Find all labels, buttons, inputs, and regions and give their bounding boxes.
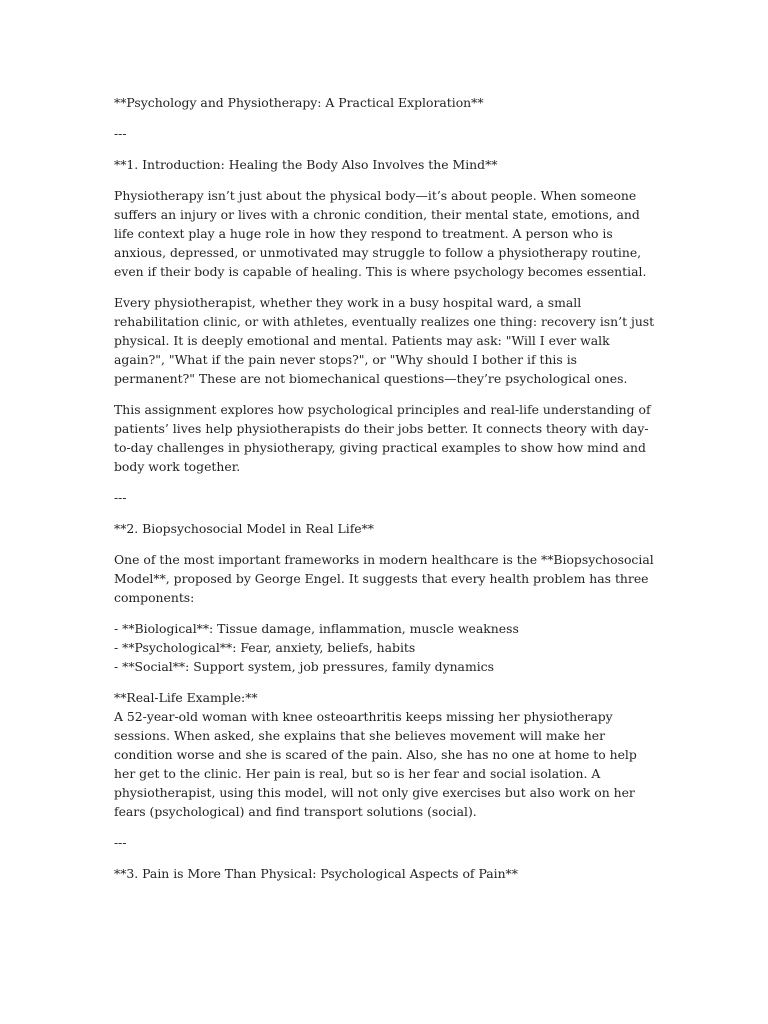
section-separator: --- xyxy=(114,835,127,850)
example-label: **Real-Life Example:** xyxy=(114,690,258,705)
example-text: A 52-year-old woman with knee osteoarthritis keeps missing her physiotherapy sessions. When asked, she explains that she believes movement will make her condition worse and she is scared of the pain. Also, she has no one at home to help her get to the clinic. Her pain is real, but so is her fear and social isolation. A physiotherapist, using this model, will not only give exercises but also work on her fears (psychological) and find transport solutions (social). xyxy=(114,709,637,819)
section-2-list xyxy=(114,619,659,676)
section-2-example xyxy=(114,688,659,821)
section-separator: --- xyxy=(114,490,127,505)
list-item-social: - **Social**: Support system, job pressures, family dynamics xyxy=(114,659,494,674)
list-item-psychological: - **Psychological**: Fear, anxiety, beliefs, habits xyxy=(114,640,416,655)
section-1-paragraph-1: Physiotherapy isn’t just about the physical body—it’s about people. When someone suffers an injury or lives with a chronic condition, their mental state, emotions, and life context play a huge role in how they respond to treatment. A person who is anxious, depressed, or unmotivated may struggle to follow a physiotherapy routine, even if their body is capable of healing. This is where psychology becomes essential. xyxy=(114,188,647,279)
section-2-heading: **2. Biopsychosocial Model in Real Life** xyxy=(114,521,375,536)
list-item-biological: - **Biological**: Tissue damage, inflammation, muscle weakness xyxy=(114,621,519,636)
section-separator: --- xyxy=(114,126,127,141)
section-2-intro: One of the most important frameworks in modern healthcare is the **Biopsychosocial Model**, proposed by George Engel. It suggests that every health problem has three components: xyxy=(114,552,654,605)
section-3-heading: **3. Pain is More Than Physical: Psychological Aspects of Pain** xyxy=(114,866,518,881)
section-1-paragraph-3: This assignment explores how psychological principles and real-life understanding of patients’ lives help physiotherapists do their jobs better. It connects theory with day-to-day challenges in physiotherapy, giving practical examples to show how mind and body work together. xyxy=(114,402,651,474)
section-1-paragraph-2: Every physiotherapist, whether they work in a busy hospital ward, a small rehabilitation clinic, or with athletes, eventually realizes one thing: recovery isn’t just physical. It is deeply emotional and mental. Patients may ask: "Will I ever walk again?", "What if the pain never stops?", or "Why should I bother if this is permanent?" These are not biomechanical questions—they’re psychological ones. xyxy=(114,295,655,386)
section-1-heading: **1. Introduction: Healing the Body Also Involves the Mind** xyxy=(114,157,498,172)
document-page xyxy=(114,93,659,895)
document-title: **Psychology and Physiotherapy: A Practical Exploration** xyxy=(114,95,484,110)
